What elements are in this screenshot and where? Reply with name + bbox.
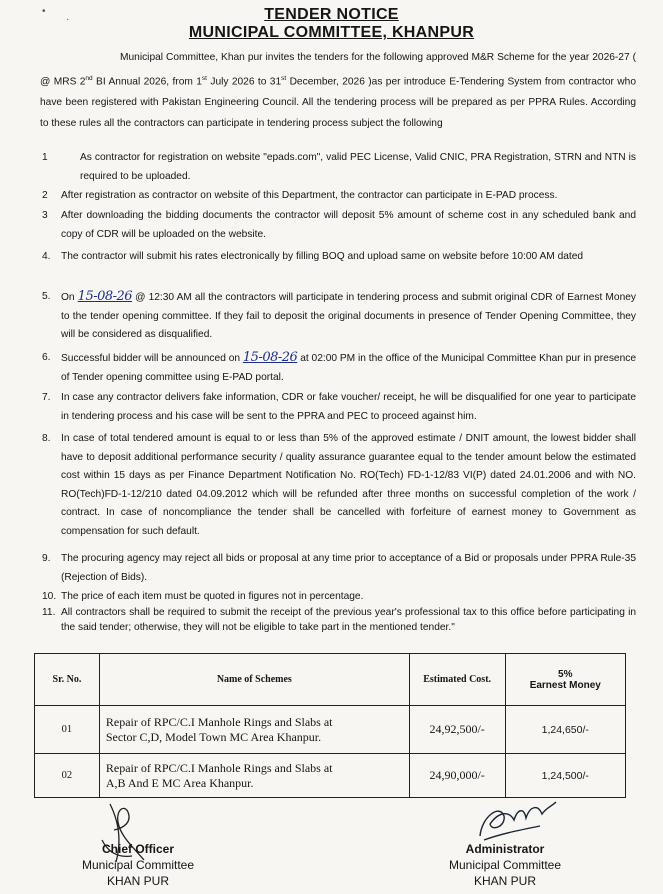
cell-scheme-name [99, 754, 409, 798]
item-text: The procuring agency may reject all bids or proposal at any time prior to acceptance of a Bid or proposals under PPRA Rule-35 (Rejection of Bids). [61, 553, 636, 583]
item-text-prefix: Successful bidder will be announced on [61, 353, 241, 364]
intro-text: December, 2026 )as per introduce E-Tendering System from contractor who have been registered with Pakistan Engineering Council. All the tendering process will be prepared as per PPRA Rules. According to these rules all the contractors can participate in tendering process subject the following [40, 76, 636, 130]
item-number: 9. [42, 553, 51, 564]
item-number: 11. [42, 607, 56, 618]
cell-sr: 02 [35, 754, 100, 798]
item-number: 7. [42, 392, 51, 403]
cell-earnest: 1,24,500/- [505, 754, 625, 798]
cell-sr: 01 [35, 706, 100, 754]
handwritten-date: 15-08-26 [242, 350, 298, 365]
scan-speck: • [42, 6, 46, 17]
signature-block-chief-officer [63, 841, 213, 889]
cell-cost: 24,92,500/- [409, 706, 505, 754]
item-text: In case of total tendered amount is equal to or less than 5% of the approved estimate / DNIT amount, the lowest bidder shall have to deposit additional performance security / quality assurance guarantee equal to the tender amount below the estimated cost within 15 days as per Finance Department Notification No. RO(Tech) FD-1-12/83 VI(P) dated 24.01.2006 and with NO. RO(Tech)FD-1-12/210 dated 04.09.2012 which will be refunded after three months on successful completion of the work / contract. In case of noncompliance the tender shall be cancelled with forfeiture of earnest money to Government as compensation for such default. [61, 433, 636, 537]
item-text: The contractor will submit his rates electronically by filling BOQ and upload same on website before 10:00 AM dated [61, 251, 584, 262]
cell-earnest: 1,24,650/- [505, 706, 625, 754]
intro-text: BI Annual 2026, from 1 [92, 76, 202, 88]
notice-title: TENDER NOTICE [264, 6, 399, 23]
item-text [61, 288, 636, 345]
signatory-title: Chief Officer [101, 842, 174, 856]
table-row [35, 706, 626, 754]
scheme-line: Repair of RPC/C.I Manhole Rings and Slabs at [105, 714, 333, 729]
item-text: After downloading the bidding documents the contractor will deposit 5% amount of scheme cost in any scheduled bank and copy of CDR will be uploaded on the website. [61, 210, 636, 240]
item-number: 2 [42, 190, 48, 201]
item-number: 4. [42, 251, 51, 262]
signature-block-administrator [430, 841, 580, 889]
item-text-body: at 02:00 PM in the office of the Municipal Committee Khan pur in presence of Tender opening committee using E-PAD portal. [61, 353, 637, 383]
signatory-office: Municipal Committee [81, 858, 195, 872]
col-header-cost: Estimated Cost. [409, 654, 505, 706]
handwritten-date: 15-08-26 [77, 289, 133, 304]
item-text: The price of each item must be quoted in figures not in percentage. [61, 591, 364, 602]
scan-speck: · [66, 14, 70, 25]
intro-text: July 2026 to 31 [206, 76, 282, 88]
item-text: After registration as contractor on website of this Department, the contractor can participate in E-PAD process. [61, 190, 558, 201]
item-text: In case any contractor delivers fake information, CDR or fake voucher/ receipt, he will be disqualified for one year to participate in tendering process and his case will be sent to the PPRA and PEC to proceed against him. [61, 392, 636, 422]
item-number: 3 [42, 210, 48, 221]
item-text [61, 349, 636, 387]
intro-sup: st [201, 75, 207, 82]
item-number: 5. [42, 291, 51, 302]
signatory-title: Administrator [465, 842, 545, 856]
item-text-prefix: On [61, 292, 75, 303]
col-header-earnest [505, 654, 625, 706]
col-header-name: Name of Schemes [99, 654, 409, 706]
table-row [35, 754, 626, 798]
item-number: 10. [42, 591, 57, 602]
cell-cost: 24,90,000/- [409, 754, 505, 798]
earnest-label: Earnest Money [529, 679, 601, 691]
intro-sup: st [281, 75, 287, 82]
signatory-location: KHAN PUR [473, 874, 536, 888]
intro-text: Municipal Committee, Khan pur invites the tenders for the following approved M&R Scheme for the year 2026-27 ( @ MRS 2 [40, 52, 636, 88]
intro-paragraph [40, 47, 636, 134]
col-header-sr: Sr. No. [35, 654, 100, 706]
earnest-pct: 5% [558, 668, 573, 680]
schemes-table [34, 653, 626, 798]
signatory-location: KHAN PUR [106, 874, 169, 888]
scheme-line: Sector C,D, Model Town MC Area Khanpur. [105, 729, 322, 744]
notice-subtitle: MUNICIPAL COMMITTEE, KHANPUR [188, 24, 475, 41]
item-number: 1 [42, 152, 48, 163]
item-number: 8. [42, 433, 51, 444]
item-text-body: @ 12:30 AM all the contractors will participate in tendering process and submit original CDR of Earnest Money to the tender opening committee. If they fail to deposit the original documents in presence of Tender Opening Committee, they will be considered as disqualified. [61, 292, 636, 340]
scheme-line: Repair of RPC/C.I Manhole Rings and Slabs at [105, 760, 333, 775]
table-header-row [35, 654, 626, 706]
cell-scheme-name [99, 706, 409, 754]
item-number: 6. [42, 352, 51, 363]
item-text: All contractors shall be required to submit the receipt of the previous year's professional tax to this office before participating in the said tender; otherwise, they will not be eligible to take part in the mentioned tender." [61, 607, 636, 633]
scheme-line: A,B And E MC Area Khanpur. [105, 775, 254, 790]
intro-sup: nd [85, 75, 93, 82]
item-text: As contractor for registration on website "epads.com", valid PEC License, Valid CNIC, PRA Registration, STRN and NTN is required to be uploaded. [80, 152, 636, 182]
signatory-office: Municipal Committee [448, 858, 562, 872]
